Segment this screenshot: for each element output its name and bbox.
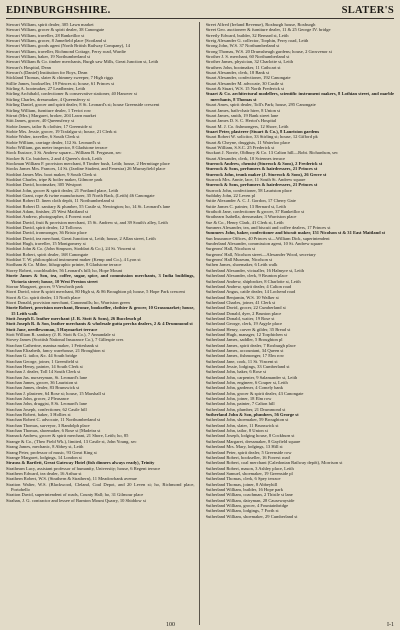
- directory-entry: Sutherland Hugh, manager, 12 Torphichen st: [205, 331, 287, 337]
- directory-entry: Strong John, W.S. 37 Northumberland st: [205, 43, 280, 49]
- directory-entry: Sutherland Jessie, lodgings, 33 Cumberland st: [205, 364, 290, 369]
- directory-entry: Strachan James, dealer, 83 Brunswick st: [6, 385, 80, 391]
- directory-entry: Sutherland Robert, bookseller, 16 Forrest road: [205, 454, 290, 460]
- directory-entry: Sutherland John, baker, 6 Rose st: [205, 369, 267, 375]
- directory-entry: Stoddart John, grocer & spirit dealer, 21 Portland place, Leith: [6, 187, 119, 193]
- directory-entry: Sutherland John & Son, plumbers, 56 George st: [205, 412, 299, 418]
- directory-entry: Strachan Elizabeth, fancy warehouse, 21 Broughton st: [6, 347, 105, 353]
- directory-entry: Stoddart Adam, finisher, 25 West Maitland st: [6, 209, 88, 215]
- left-column: [6, 22, 200, 625]
- directory-entry: Sutherland Joseph, lodging house, 8 Cockburn st: [205, 433, 295, 439]
- directory-entry: Stuart & Stuart, W.S. 15 North Frederick st: [205, 86, 285, 92]
- directory-entry: Strachan Robert, baker, 3 Hollies st: [6, 412, 71, 418]
- directory-entry: Stuart William, S.S.C. 25 Frederick st: [205, 144, 275, 150]
- directory-entry: Stuart James D. S. C. Heriot's Hospital: [205, 118, 277, 124]
- directory-entry: Stirling Daniel, grocer and spirit dealer, 8 St. Leonard's st; house Greenside crescent: [6, 102, 160, 108]
- directory-entry: Strachan Thomas, shoemaker, 6 Rose st [Madeira st: [6, 428, 101, 434]
- directory-entry: Struthers John, bootmaker, 11 Cathcart st: [205, 64, 281, 70]
- directory-entry: Stewart William, traveller, Richmond Cottage, Ferry road, Wardie: [6, 48, 126, 54]
- directory-entry: Stobie Mrs. Jessie, grocer, 19 Trafalgar st; house, 21 Clerk st: [6, 128, 117, 134]
- header-publisher: SLATER'S: [341, 5, 394, 16]
- directory-entry: Storrar Margaret, grocer, 9 Viewforth park: [6, 283, 84, 289]
- directory-entry: Stirling Archibald, confectioner & conservative stationer, 40 Hanover st: [6, 91, 137, 97]
- directory-entry: Stewart William & Co. timber merchants, Burgh saw Mills, Great Junction st, Leith: [6, 59, 159, 65]
- directory-entry: Stockman William F. provision merchant, 8 Timber bush, Leith; house, 2 Hermitage place: [6, 160, 170, 166]
- directory-entry: Stitt James, grocer, 40 Queensferry st: [6, 118, 75, 124]
- directory-entry: Stirrat (Mrs.) Margaret, broker, 204 Lawn market: [6, 112, 97, 118]
- directory-entry: Stott Joseph E. leather merchant (J. R. Stott & Sons), 26 Buccleuch pl: [6, 315, 142, 321]
- directory-entry: Street Alfred (Ireland Revenue), Roxburgh house, Roxburgh: [205, 22, 316, 27]
- directory-entry: Stoddart David, fruit & provision merchant, 15 St. Andrew st, and 39 South's alley, Leith: [6, 219, 168, 225]
- directory-entry: Stoddart Andrew, photographer, 4 Forrest road: [6, 214, 91, 220]
- directory-entry: Strathern Robert, W.S. (Strathern & Strathern), 11 Meadowbank avenue: [6, 476, 137, 482]
- directory-entry: Stott William R. sanitary (J. R. Stott & Co.), 7 Annandale st: [6, 331, 115, 337]
- directory-entry: Storie Robert, provision merchant, Bronze, bookseller, clothier & grocer, 10 Grassmarket; house, 15 Leith walk: [6, 305, 195, 316]
- directory-entry: Sturrock John, confectioner, 58 Lauriston place: [205, 187, 292, 193]
- directory-entry: Stott Joseph R. & Son, leather merchants & wholesale gutta percha dealers, 2 & 4 Drummond st: [6, 321, 193, 327]
- directory-entry: Strachan Catherine, mantua maker, 1 Fettesbank st: [6, 342, 99, 348]
- directory-entry: Sutherland Donald, waiter, 19 Rose st: [205, 315, 275, 321]
- directory-entry: Sutherland James, saddler, 5 Broughton pl: [205, 337, 283, 343]
- directory-entry: Storri David, wine & spirit merchant, 80 High st, & 86 Broughton pl; house, 5 Hope Park crescent: [6, 289, 185, 295]
- directory-entry: Sutherland Robert, coal merchant (Caledonian Railway depôt), Morrison st: [205, 460, 343, 466]
- directory-entry: Strang James, mechanic, 8 Abbey st, Leith: [6, 444, 84, 450]
- directory-entry: Sutherland Angus, cattle dealer, 14 Lochend road: [205, 289, 296, 295]
- directory-entry: Storri Donald, provision merchant, Canonmills; ho, Warriston green: [6, 299, 130, 305]
- directory-entry: Strange & Co., (Theo Field Wk.), limited, 13 Castle st, John Young, sec: [6, 438, 137, 444]
- directory-entry: Stobie James, tailor & clothier, 17 Greenside st: [6, 123, 92, 129]
- directory-entry: Sutherland John, shoemaker, 59 Broughton st: [205, 417, 289, 423]
- directory-entry: Stewart William, spirit dealer, 305 Lawn market: [6, 22, 94, 27]
- directory-entry: Sutherland Donald, dyer, 2 Brunton place: [205, 310, 282, 316]
- directory-entry: Sutherland Peter, spirit dealer, 5 Greenside row: [205, 449, 292, 455]
- directory-entry: Stobie Walter, traveller, 6 South Clerk st: [6, 134, 80, 140]
- directory-entry: Stirling William, furniture dealer, 1 Teviot row: [6, 107, 92, 113]
- directory-entry: Strachan J. dealer, Toll 14 South Clerk st: [6, 369, 81, 375]
- directory-entry: Sutherland James, spirit dealer, 7 Roxburgh place: [205, 342, 296, 348]
- directory-entry: Stoddart Robert D. sanitary & plumber, 55 Castle st, Newington; ho, 14 St. Leonard's lane: [6, 203, 171, 209]
- directory-entry: Stuart Alexander, clerk, 10 Sciennes terrace: [205, 155, 285, 161]
- directory-entry: Strachan James, grocer, 36 Lauriston st: [6, 380, 78, 386]
- directory-entry: Stoddart Hugh, traveller, 15 Montgomery st: [6, 241, 86, 247]
- directory-entry: Sutherland John, grocer & spirit dealer, 43 Canongate: [205, 390, 304, 396]
- directory-entry: Strachan George, joiner, 1 Greenfield st: [6, 358, 79, 364]
- directory-entry: Stoddart Grant, rope & twine manufacturer, 35 North Back, (Leith) 46 Canongate: [6, 193, 155, 198]
- right-column: [206, 22, 395, 625]
- directory-entry: Stillie James, bookseller, 19 Princes st; house, 61 Princes st: [6, 80, 115, 86]
- directory-entry: Stoddart David, ironmonger, 36 Bristo place: [6, 230, 87, 236]
- directory-entry: Stuart Peter, plasterer (Stuart & Co.), 8 Lauriston gardens: [205, 128, 320, 134]
- directory-entry: Sutherland Jane, cook, 11 St. Vincent st: [205, 358, 278, 364]
- directory-entry: Sutherland Margaret, dressmaker, 8 Gayfield square: [205, 438, 301, 444]
- page-number: 100: [166, 622, 175, 628]
- directory-entry: Sunderland Alexander, commission agent, 10 St. Andrew square: [205, 241, 323, 247]
- directory-entry: Streetly Edward, builder, 32 Bernard st, Leith: [205, 32, 289, 38]
- directory-entry: Suthen James, shoemaker, 6 Leith walk: [205, 262, 278, 268]
- directory-entry: Strachan Thomas, surveyor, 3 Randolph place: [6, 422, 90, 428]
- directory-entry: Strachan Joseph, confectioner, 62 Castle hill: [6, 406, 87, 412]
- directory-columns: [6, 22, 394, 625]
- directory-entry: Stuart James, bath-chair hirer, 8 Union st: [205, 107, 281, 113]
- directory-entry: Surgeons' Hall Museum, Nicolson st: [205, 257, 273, 263]
- directory-entry: Sutherland James, fishmonger, 17 Elm row: [205, 353, 284, 359]
- directory-entry: Stocker & Co. butchers, 2 and 4 Queen's dock, Leith: [6, 155, 102, 161]
- directory-entry: Stoddart T. W. philosophical instrument maker (Kemp and Co.), 4 Lyon st: [6, 257, 141, 263]
- directory-entry: Strother J. S. merchant, 60 Northumberland st: [205, 54, 290, 60]
- directory-entry: Strauss & Bartlett, Great Gateway Hotel (fish dinners always ready), Trinity: [6, 460, 155, 466]
- directory-entry: Strang Peter, professor of music, 93 Great King st: [6, 449, 97, 455]
- directory-entry: Strachan J. plasterer, 64 Rose st; house, 15 Marshall st: [6, 390, 106, 396]
- directory-entry: Sutherland John, engineer, 6 Couper st, Leith: [205, 380, 288, 386]
- signature-mark: I-1: [387, 622, 394, 628]
- directory-entry: Streig Alexander G. collector, Torphin, Ferry road, Leith: [205, 38, 309, 44]
- directory-entry: Stuart & Co. architectural modellers, scientific instrument makers, 8 Lothian street, and marble merchants, 8 Thomas st: [205, 91, 394, 102]
- directory-entry: Stock Eustace, 3 St. Andrew square—William B. Ferguson, sec: [6, 150, 122, 156]
- directory-entry: Stobo William, gas meter inspector, 8 Gladstone terrace: [6, 144, 108, 150]
- directory-entry: Sturrock John, trunk maker (J. Sturrock & Sons), 26 Grove st: [205, 171, 327, 177]
- directory-entry: Stirling Charles, dressmaker, 4 Queensferry st: [6, 96, 90, 102]
- directory-entry: Stratton David, superintendent of roads, County Hall; ho, 31 Gilmour place: [6, 492, 144, 498]
- directory-entry: Stott Jane, needlewoman, 3 Haymarket terrace: [6, 326, 98, 332]
- directory-entry: Stoddart John & Co. (John Simpson, Stoddart & Co.), 24 St. Vincent st: [6, 246, 136, 252]
- directory-entry: Sutherland Andrew, spirit dealer, 4 Calton road: [205, 283, 292, 289]
- directory-entry: Stickland Thomas, slater & chimney sweeper, 7 High riggs: [6, 75, 114, 81]
- directory-entry: Stewart William, traveller, 28 Rankeillor st: [6, 32, 85, 38]
- directory-entry: Sutherland John, tailor, 8 Union st: [205, 428, 268, 434]
- directory-entry: Sturrock Andrew, chemist (Sturrock & Sons), 2 Frederick st: [205, 160, 323, 166]
- directory-entry: Sutherland John, plumber, 21 Drummond st: [205, 406, 286, 412]
- directory-entry: Stranack Andrew, grocer & spirit merchant, 21 Shore, Leith; ho, 85: [6, 433, 129, 439]
- directory-entry: Stuart Alexander, clerk, 18 Bank st: [205, 70, 270, 76]
- directory-entry: Sutherland Alexander, clerk, 9 Brunton place: [205, 273, 288, 279]
- directory-entry: Stewart's (Daniel) Institution for Boys, Dean: [6, 70, 88, 76]
- header-county: EDINBURGHSHIRE.: [6, 5, 111, 16]
- directory-entry: Strange Margaret, lodgings, 14 London st: [6, 454, 82, 460]
- directory-entry: Strachan Henry, painter, 14 South Clerk st: [6, 364, 83, 369]
- directory-entry: Stuart Ames, spirit dealer, Toll's Park; house, 295 Canongate: [205, 102, 316, 108]
- directory-entry: Stratton Walter, W.S. (Blackwood, Cleland, Coal Depot, and 20 Leven st; ho, Richmond place, Portobello: [6, 481, 195, 492]
- directory-entry: Stoddart James Mrs. boot maker, 9 South Clerk st: [6, 171, 97, 177]
- directory-entry: Stodham & Co. Milne, lithographic printer, 8 Gladstone terrace: [6, 262, 122, 268]
- directory-entry: Stobie William, carriage dealer, 112 St. Leonard's st: [6, 139, 101, 145]
- directory-entry: Storri & Co. spirit dealer, 13 North place: [6, 294, 81, 300]
- directory-entry: Sturrock & Sons, perfumers & hairdressers, 21 Princes st: [205, 182, 318, 188]
- directory-entry: Strachan Jas. nurseryman, St. Leonard's lane: [6, 374, 88, 380]
- directory-entry: Stuart Alexander M. advocate, 30 Castle st: [205, 80, 284, 86]
- directory-entry: Sutherland Thomas, clerk, 6 Spey terrace: [205, 476, 281, 482]
- directory-entry: Storie James & Son, tea, coffee, sugar, spice, and commission merchants, 3 India buildings, Victoria street; house, 10 West Preston street: [6, 273, 195, 284]
- directory-entry: Sutherland John, carpenter, 9 Salamander st, Leith: [205, 374, 298, 380]
- directory-entry: Sutherland John, gardener, 4 Comely bank: [205, 385, 283, 391]
- running-header: [6, 5, 394, 19]
- directory-entry: Stewart William, baker, 19 Northumberland st: [6, 54, 91, 60]
- directory-entry: Sutherland William, coachman, 2 Thistle st lane: [205, 492, 293, 498]
- directory-entry: Stoddart David, bootmaker, 305 Westport: [6, 182, 82, 188]
- directory-entry: Sutherland John, slater, 11 Brunswick st: [205, 422, 279, 428]
- directory-entry: Strother James, physician, 32 Charlotte st, Leith: [205, 59, 294, 65]
- directory-entry: Stuart James, smith, 19 Bank street lane: [205, 112, 279, 118]
- directory-entry: Strathearn Lucy, assistant professor of humanity, University; house, 6 Regent terrace: [6, 465, 161, 471]
- directory-entry: Sue & Co., Henry Clark, 41 Clerk st, Leith: [205, 219, 284, 225]
- directory-entry: Stewart William, grocer & spirit dealer, 38 Canongate: [6, 27, 105, 33]
- directory-entry: Stuckart J. Norrie, Oldbury & Co. 13 Calton hill—Robt. Richardson, sec: [205, 150, 338, 156]
- directory-entry: Sutherland William, shoemaker, 29 Cumberland st: [205, 513, 298, 519]
- directory-entry: Sutherland William, builder, 16 Hope park: [205, 486, 283, 492]
- directory-entry: Stewart's Hospital, Dean: [6, 64, 51, 70]
- directory-entry: Sutherland George, clerk, 19 Argyle place: [205, 321, 282, 327]
- directory-entry: Sutherland John, painter, 7 Calton hill: [205, 401, 275, 407]
- directory-entry: Stewart William, goods agent (North British Railway Company), 14: [6, 43, 130, 49]
- directory-entry: Strahan, J. G. contractor and lessee of Barnton Mount Quarry, 10 Shiddow st: [6, 497, 146, 503]
- directory-entry: Stoddart Robert D. linen cloth depôt, 11 Northumberland st: [6, 198, 115, 204]
- directory-entry: Sumners Alexander, tea, and biscuit and coffee dealers, 17 Princes st: [205, 225, 331, 231]
- directory-entry: Sutherland William, grocer, 4 Fountainbridge: [205, 502, 289, 508]
- directory-entry: Strachan G. tailor, &c. 44 South bridge: [6, 353, 78, 359]
- directory-entry: Sutherland Benjamin, W.S. 10 Walker st: [205, 294, 279, 300]
- directory-entry: Sutherland David, grocer, 22 Cumberland st: [205, 305, 286, 311]
- directory-entry: Stoddart David, tea merchant, Great Junction st, Leith; house, 2 Allan street, Leith: [6, 235, 156, 241]
- directory-entry: Stoddart Robert, spirit dealer, 168 Canongate: [6, 251, 89, 257]
- directory-entry: Stuart & Cheyne, druggists, 11 Waterloo place: [205, 139, 290, 145]
- directory-entry: Suddaby John, 22 Leven pl: [205, 193, 256, 198]
- directory-entry: Stoddart Charles, tripe & boiler maker, Gilmore park: [6, 176, 103, 182]
- directory-entry: Stovey James (Scottish National Insurance Co.), 7 Gillespie cres: [6, 337, 124, 343]
- directory-entry: Stirling A. bootmaker, 27 Leadbeater, Leith: [6, 86, 86, 92]
- directory-entry: Strathearn Isabella, dressmaker, 3 Warriston place: [205, 214, 297, 220]
- directory-entry: Sutherland Thomas, joiner, 8 Abbeyhill: [205, 481, 278, 487]
- directory-entry: Sutherland Alexander, victualler, 16 Halmyre st, Leith: [205, 267, 305, 273]
- directory-entry: Sutherland Robert, mason, 3 Ashley place, Leith: [205, 465, 294, 471]
- directory-entry: Sutherland Samuel, shoemaker, 19 Greenside pl: [205, 470, 293, 476]
- directory-entry: Strachan John, druggist, 8 St. Leonard's lane: [6, 401, 88, 407]
- directory-entry: Sun Insurance Offices, 40 Princes st—William Dick, superintendent: [205, 235, 330, 241]
- directory-entry: Stocks James Mrs. Frances, 14 St. (Jardine Student, and Fenestra) 26 Murrayfield place: [6, 166, 166, 172]
- directory-entry: Strachan Robert C. advocate, 11 Northumberland st: [6, 417, 101, 423]
- directory-entry: Stuart M. J. Co. fishmongers, 12 Shore, Leith: [205, 123, 289, 129]
- directory-entry: Stewart William, grocer, 8 Jamefield place [Scotland st: [6, 38, 107, 44]
- page-footer: [6, 622, 394, 628]
- directory-entry: Strathern Edward, tea dealer, 16 Arthur st: [6, 470, 82, 476]
- directory-entry: Suttie James C. painter, 13 Bernard st, Leith: [205, 203, 286, 209]
- directory-entry: Surgeons' Hall, Nicolson st: [205, 246, 255, 252]
- directory-entry: Sturrock & Sons, perfumers & hairdressers, 21 Princes st: [205, 166, 318, 172]
- directory-entry: Summers John, baker, confectioner and biscuit maker, 151 Nicolson st & 31 East Maitland st: [205, 230, 386, 236]
- directory-entry: Stoddart David, spirit dealer, 12 Tollcross: [6, 225, 82, 231]
- directory-entry: Strathoft Jane, confectioner & grocer, 37 Rankeillor st: [205, 209, 305, 215]
- directory-entry: Sutherland John, joiner, 18 Elm row: [205, 396, 272, 402]
- directory-entry: Sutherland Mrs. Mary, lodgings, 13 Hill st: [205, 444, 283, 450]
- directory-entry: Sutherland James, accountant, 34 Queen st: [205, 347, 284, 353]
- directory-entry: Storey Robert, coachbuilder, 56 Leonard's hill; ho, Hope Mount: [6, 267, 123, 273]
- directory-entry: Stuart Robert W. solicitor, 33 Stirling st; house, 12 Gifford pk: [205, 134, 318, 140]
- directory-entry: Sutherland William, dairyman, 28 Causewayside: [205, 497, 295, 503]
- directory-entry: Sutherland William, lodgings, 7 Forth st: [205, 508, 279, 514]
- directory-entry: Sturrock Mrs. Annie, lace, 11 South St. Andrew square: [205, 176, 306, 182]
- directory-entry: Sutherland Charles, joiner, 41 Clerk st: [205, 299, 276, 305]
- directory-entry: Sutherland Andrew, shipbroker, 8 Charlotte st, Leith: [205, 278, 301, 284]
- directory-entry: Street Geo. auctioneer & furniture dealer, 11 & 25 George IV. bridge: [205, 27, 331, 33]
- directory-entry: Sutherland Henry, carver & gilder, 35 Bread st: [205, 326, 291, 332]
- directory-entry: Suttie Alexander A. C. J. Gordon, 17 Cherry Gate: [205, 198, 296, 204]
- directory-entry: Strong Thomas, W.S. 20 Drumsheugh gardens; house, 2 Grosvenor st: [205, 48, 332, 54]
- directory-entry: Strachan John, grocer, 2 Pleasance: [6, 396, 69, 402]
- directory-entry: Stuart Alexander, confectioner, 192 Canongate: [205, 75, 291, 81]
- directory-entry: Surgeons' Hall, Nicolson street—Alexander Wood, secretary: [205, 251, 316, 257]
